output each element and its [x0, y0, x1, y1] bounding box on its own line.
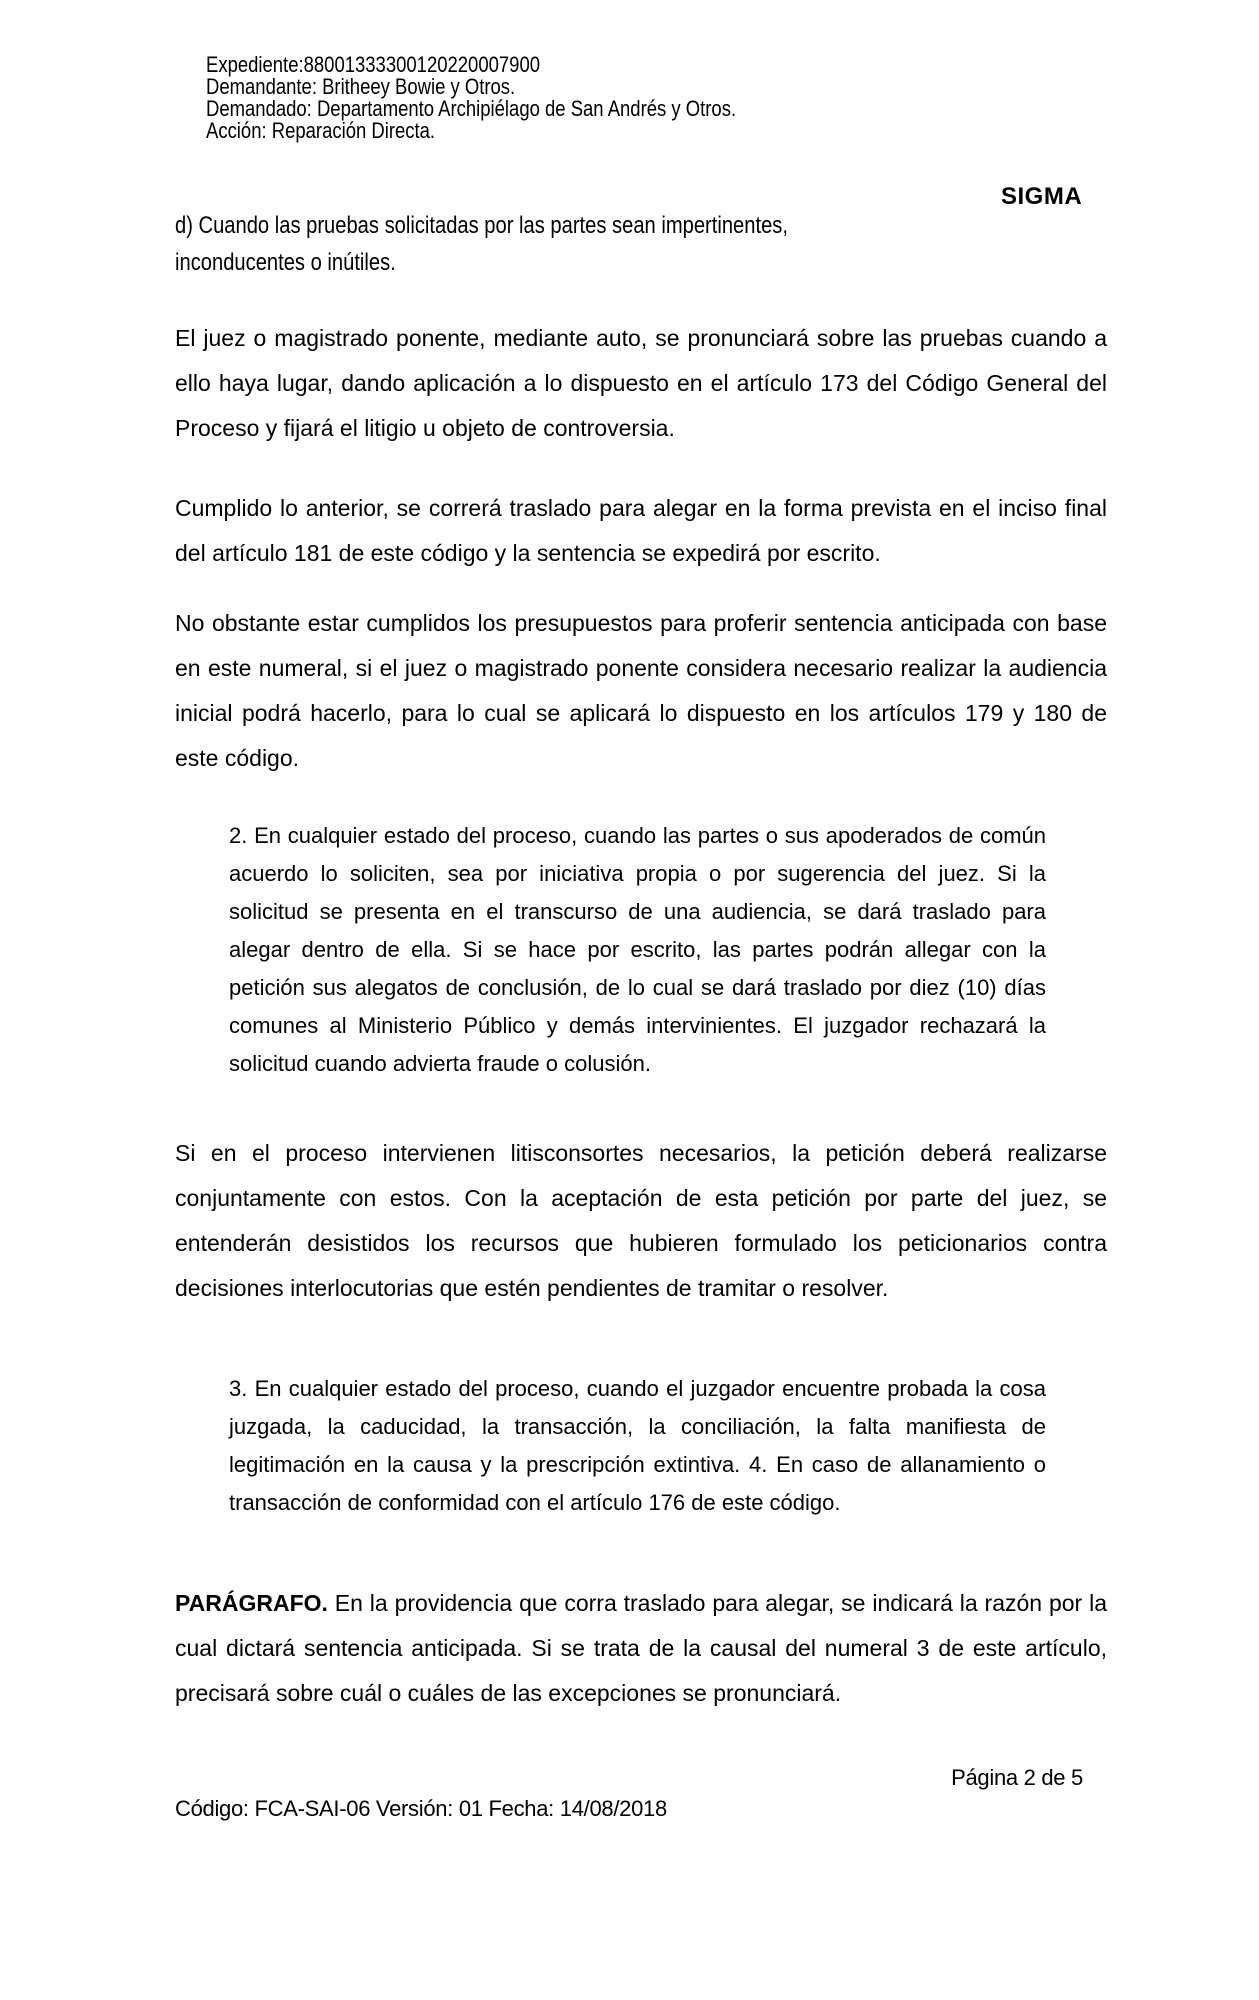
expediente-text: Expediente:88001333300120220007900: [206, 52, 541, 77]
expediente-line: [206, 54, 837, 76]
paragrafo-label: PARÁGRAFO.: [175, 1590, 328, 1616]
demandado-text: Demandado: Departamento Archipiélago de San Andrés y Otros.: [206, 96, 737, 121]
sigma-label: SIGMA: [1001, 183, 1083, 210]
document-code-footer: Código: FCA-SAI-06 Versión: 01 Fecha: 14/08/2018: [175, 1796, 667, 1821]
paragraph-paragrafo: [175, 1581, 1107, 1716]
demandante-line: [206, 76, 837, 98]
paragraph-numeral-3: 3. En cualquier estado del proceso, cuando el juzgador encuentre probada la cosa juzgada, la caducidad, la transacción, la conciliación, la falta manifiesta de legitimación en la causa y la prescripción extintiva. 4. En caso de allanamiento o transacción de conformidad con el artículo 176 de este código.: [229, 1376, 1046, 1515]
clause-d-paragraph: [175, 207, 905, 281]
case-header: [206, 54, 837, 142]
demandado-line: [206, 98, 837, 120]
paragraph-litisconsortes: Si en el proceso intervienen litisconsortes necesarios, la petición deberá realizarse conjuntamente con estos. Con la aceptación de esta petición por parte del juez, se entenderán desistidos los recursos que hubieren formulado los peticionarios contra decisiones interlocutorias que estén pendientes de tramitar o resolver.: [175, 1140, 1107, 1301]
paragraph-no-obstante: No obstante estar cumplidos los presupuestos para proferir sentencia anticipada con base en este numeral, si el juez o magistrado ponente considera necesario realizar la audiencia inicial podrá hacerlo, para lo cual se aplicará lo dispuesto en los artículos 179 y 180 de este código.: [175, 610, 1107, 771]
paragraph-numeral-2: 2. En cualquier estado del proceso, cuando las partes o sus apoderados de común acuerdo lo soliciten, sea por iniciativa propia o por sugerencia del juez. Si la solicitud se presenta en el transcurso de una audiencia, se dará traslado para alegar dentro de ella. Si se hace por escrito, las partes podrán allegar con la petición sus alegatos de conclusión, de lo cual se dará traslado por diez (10) días comunes al Ministerio Público y demás intervinientes. El juzgador rechazará la solicitud cuando advierta fraude o colusión.: [229, 823, 1046, 1076]
demandante-text: Demandante: Britheey Bowie y Otros.: [206, 74, 516, 99]
accion-line: [206, 120, 837, 142]
paragrafo-text: En la providencia que corra traslado para alegar, se indicará la razón por la cual dictará sentencia anticipada. Si se trata de la causal del numeral 3 de este artículo, precisará sobre cuál o cuáles de las excepciones se pronunciará.: [175, 1590, 1107, 1706]
clause-d-text-2: inconducentes o inútiles.: [175, 249, 396, 276]
page-indicator: Página 2 de 5: [951, 1765, 1083, 1790]
clause-d-line-1: [175, 207, 905, 244]
paragraph-cumplido-anterior: Cumplido lo anterior, se correrá traslado para alegar en la forma prevista en el inciso final del artículo 181 de este código y la sentencia se expedirá por escrito.: [175, 495, 1107, 566]
clause-d-text-1: d) Cuando las pruebas solicitadas por las partes sean impertinentes,: [175, 212, 788, 239]
paragraph-juez-magistrado: El juez o magistrado ponente, mediante auto, se pronunciará sobre las pruebas cuando a ello haya lugar, dando aplicación a lo dispuesto en el artículo 173 del Código General del Proceso y fijará el litigio u objeto de controversia.: [175, 325, 1107, 441]
accion-text: Acción: Reparación Directa.: [206, 118, 436, 143]
clause-d-line-2: [175, 244, 905, 281]
